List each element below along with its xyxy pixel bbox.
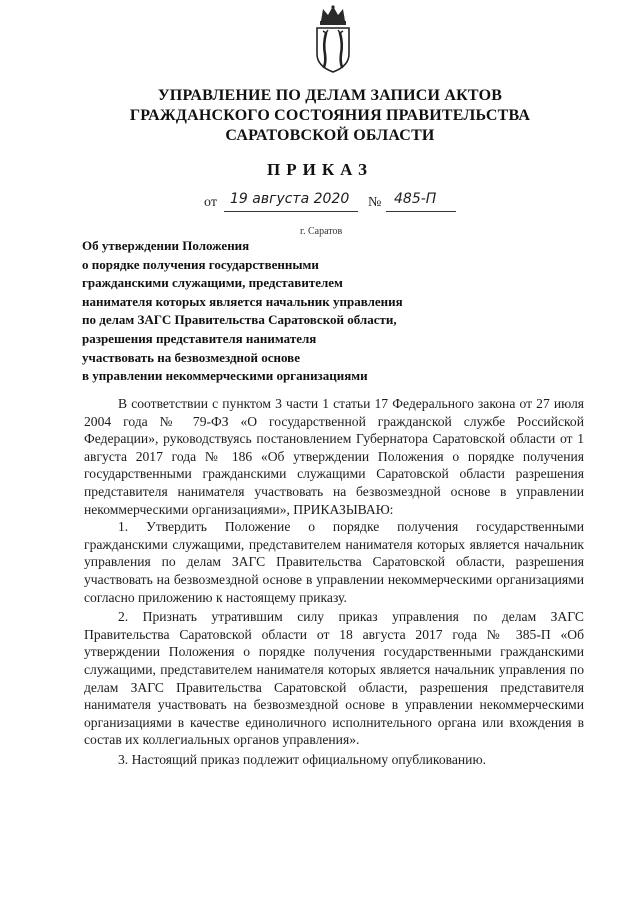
subject-line: Об утверждении Положения bbox=[82, 238, 250, 253]
date-underline bbox=[224, 211, 358, 212]
subject-line: гражданскими служащими, представителем bbox=[82, 275, 343, 291]
item-3-paragraph: 3. Настоящий приказ подлежит официальному опубликованию. bbox=[118, 751, 486, 767]
agency-line-2: ГРАЖДАНСКОГО СОСТОЯНИЯ ПРАВИТЕЛЬСТВА bbox=[129, 107, 531, 124]
order-date-number bbox=[204, 193, 464, 215]
agency-line-1: УПРАВЛЕНИЕ ПО ДЕЛАМ ЗАПИСИ АКТОВ bbox=[157, 87, 503, 104]
subject-line: о порядке получения государственными bbox=[82, 256, 319, 272]
order-body bbox=[84, 395, 584, 770]
subject-line: нанимателя которых является начальник управления bbox=[82, 293, 403, 309]
agency-line-3: САРАТОВСКОЙ ОБЛАСТИ bbox=[225, 127, 435, 144]
preamble-paragraph: В соответствии с пунктом 3 части 1 статьи 17 Федерального закона от 27 июля 2004 года № 79-ФЗ «О государственной гражданской службе Российской Федерации», руководствуясь постановлением Губернатора Саратовской области от 1 августа 2017 года № 186 «Об утверждении Положения о порядке получения государственными гражданскими служащими Саратовской области разрешения представителя нанимателя участвовать на безвозмездной основе в управлении некоммерческими организациями», ПРИКАЗЫВАЮ: bbox=[84, 396, 584, 517]
date-label: от bbox=[204, 195, 217, 210]
number-label: № bbox=[368, 195, 382, 210]
handwritten-date: 19 августа 2020 bbox=[230, 191, 350, 207]
subject-line: по делам ЗАГС Правительства Саратовской области, bbox=[82, 312, 397, 328]
order-subject bbox=[82, 237, 482, 386]
subject-line: разрешения представителя нанимателя bbox=[82, 330, 317, 346]
number-underline bbox=[386, 211, 456, 212]
item-1-paragraph: 1. Утвердить Положение о порядке получения государственными гражданскими служащими, представителем нанимателя которых является начальник управления по делам ЗАГС Правительства Саратовской области, разрешения участвовать на безвозмездной основе в управлении некоммерческими организациями согласно приложению к настоящему приказу. bbox=[84, 519, 584, 605]
saratov-coat-of-arms-icon bbox=[312, 4, 354, 74]
agency-header bbox=[100, 86, 560, 146]
order-title: ПРИКАЗ bbox=[267, 160, 373, 179]
item-2-paragraph: 2. Признать утратившим силу приказ управления по делам ЗАГС Правительства Саратовской области от 18 августа 2017 года № 385-П «Об утверждении Положения о порядке получения государственными гражданскими служащими, представителем нанимателя которых является начальник управления по делам ЗАГС Правительства Саратовской области, разрешения представителя нанимателя участвовать на безвозмездной основе в управлении некоммерческими организациями в качестве единоличного исполнительного органа или вхождения в состав их коллегиальных органов управления». bbox=[84, 609, 584, 748]
subject-line: участвовать на безвозмездной основе bbox=[82, 349, 300, 365]
handwritten-number: 485-П bbox=[394, 191, 437, 207]
city: г. Саратов bbox=[300, 226, 343, 237]
subject-line: в управлении некоммерческими организациями bbox=[82, 368, 368, 384]
